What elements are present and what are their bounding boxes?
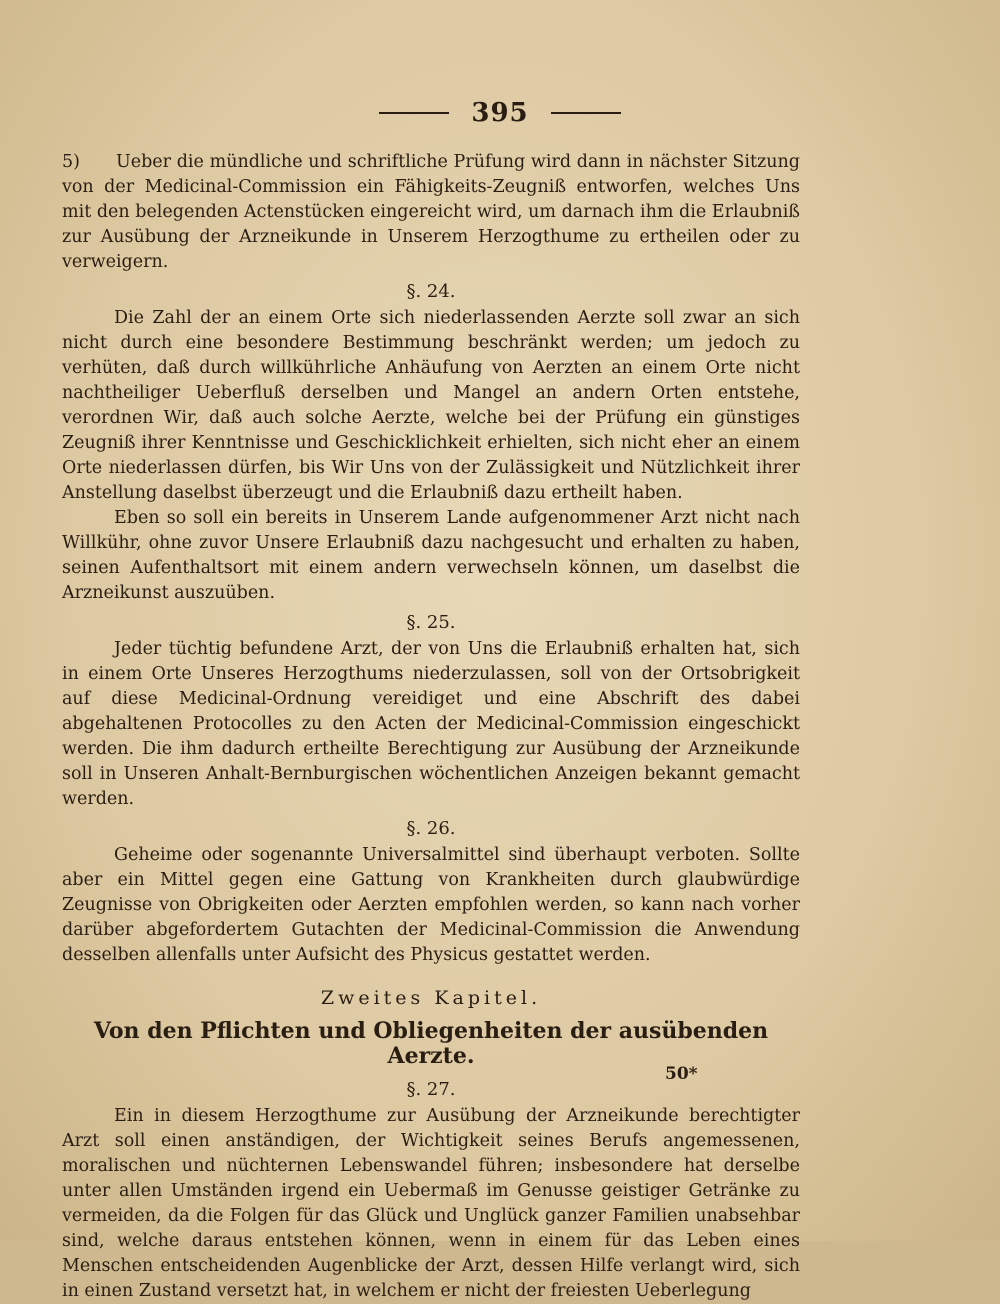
page-number: 395 [471, 98, 529, 128]
section-title: §. 27. [406, 1079, 456, 1100]
section-paragraph: Die Zahl der an einem Orte sich niederlassenden Aerzte soll zwar an sich nicht durch eine besondere Bestimmung beschränkt werden; um jedoch zu verhüten, daß durch willkührliche Anhäufung von Aerzten an einem Orte nicht nachtheiliger Ueberfluß derselben und Mangel an andern Orten entstehe, verordnen Wir, daß auch solche Aerzte, welche bei der Prüfung ein günstiges Zeugniß ihrer Kenntnisse und Geschicklichkeit erhielten, sich nicht eher an einem Orte niederlassen dürfen, bis Wir Uns von der Zulässigkeit und Nützlichkeit ihrer Anstellung daselbst überzeugt und die Erlaubniß dazu ertheilt haben. [62, 308, 800, 503]
page-header [0, 98, 1000, 128]
section-paragraph: Geheime oder sogenannte Universalmittel sind überhaupt verboten. Sollte aber ein Mittel gegen eine Gattung von Krankheiten durch glaubwürdige Zeugnisse von Obrigkeiten oder Aerzten empfohlen werden, so kann nach vorher darüber abgefordertem Gutachten der Medicinal-Commission die Anwendung desselben allenfalls unter Aufsicht des Physicus gestattet werden. [62, 845, 800, 965]
item-number: 5) [62, 152, 80, 172]
section-paragraph: Jeder tüchtig befundene Arzt, der von Uns die Erlaubniß erhalten hat, sich in einem Orte Unseres Herzogthums niederzulassen, soll von der Ortsobrigkeit auf diese Medicinal-Ordnung vereidiget und eine Abschrift des dabei abgehaltenen Protocolles zu den Acten der Medicinal-Commission eingeschickt werden. Die ihm dadurch ertheilte Berechtigung zur Ausübung der Arzneikunde soll in Unseren Anhalt-Bernburgischen wöchentlichen Anzeigen bekannt gemacht werden. [62, 639, 800, 809]
page-body [62, 150, 800, 1304]
chapter-label: Zweites Kapitel. [320, 987, 542, 1009]
section-paragraph: Eben so soll ein bereits in Unserem Lande aufgenommener Arzt nicht nach Willkühr, ohne zuvor Unsere Erlaubniß dazu nachgesucht und erhalten zu haben, seinen Aufenthaltsort mit einem andern verwechseln können, um daselbst die Arzneikunst auszuüben. [62, 508, 800, 603]
chapter-heading: Von den Pflichten und Obliegenheiten der ausübenden Aerzte. [93, 1018, 769, 1069]
intro-paragraph [62, 150, 800, 275]
section-paragraph: Ein in diesem Herzogthume zur Ausübung der Arzneikunde berechtigter Arzt soll einen anständigen, der Wichtigkeit seines Berufs angemessenen, moralischen und nüchternen Lebenswandel führen; insbesondere hat derselbe unter allen Umständen irgend ein Uebermaß im Genusse geistiger Getränke zu vermeiden, da die Folgen für das Glück und Unglück ganzer Familien unabsehbar sind, welche daraus entstehen können, wenn in einem für das Leben eines Menschen entscheidenden Augenblicke der Arzt, dessen Hilfe verlangt wird, sich in einen Zustand versetzt hat, in welchem er nicht der freiesten Ueberlegung [62, 1106, 800, 1301]
signature-mark: 50* [665, 1064, 698, 1084]
header-rule-left [379, 112, 449, 114]
section-title: §. 24. [406, 281, 456, 302]
section-title: §. 26. [406, 818, 456, 839]
header-rule-right [551, 112, 621, 114]
section-title: §. 25. [406, 612, 456, 633]
intro-paragraph-text: Ueber die mündliche und schriftliche Prüfung wird dann in nächster Sitzung von der Medicinal-Commission ein Fähigkeits-Zeugniß entworfen, welches Uns mit den belegenden Actenstücken eingereicht wird, um darnach ihm die Erlaubniß zur Ausübung der Arzneikunde in Unserem Herzogthume zu ertheilen oder zu verweigern. [62, 152, 800, 272]
